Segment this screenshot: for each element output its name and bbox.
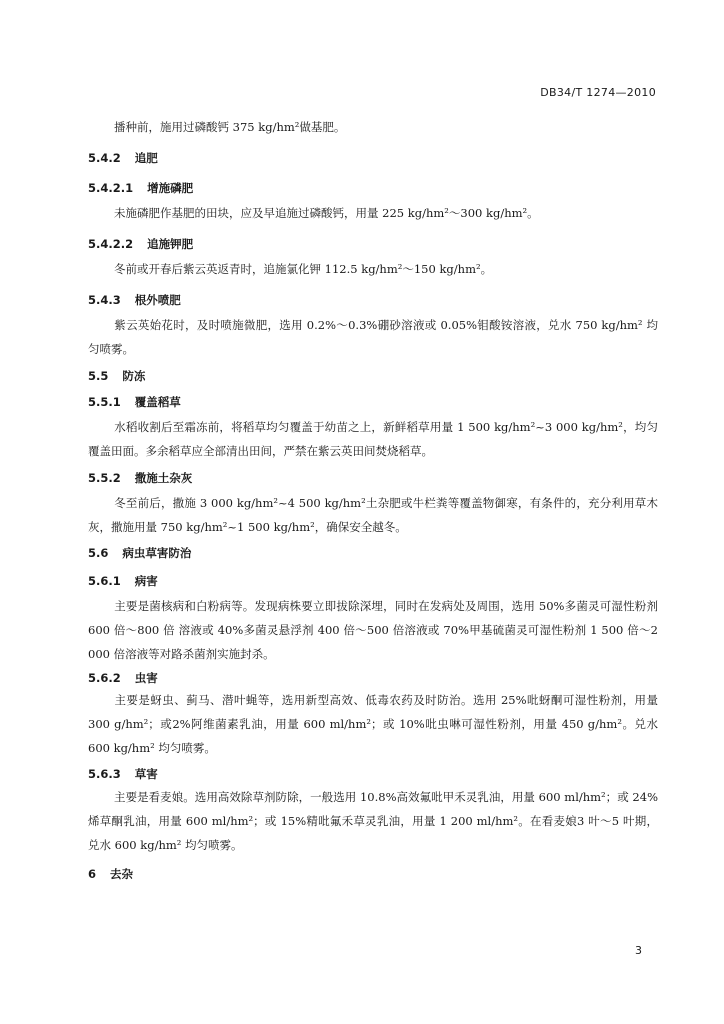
page-number: 3 (635, 944, 642, 957)
paragraph-disease: 主要是菌核病和白粉病等。发现病株要立即拔除深埋，同时在发病处及周围，选用 50%多菌灵可湿性粉剂 600 倍～800 倍 溶液或 40%多菌灵悬浮剂 400 倍～500 倍溶液或 70%甲基硫菌灵可湿性粉剂 1 500 倍～2 000 倍溶液等对路杀菌剂实施封杀。 (88, 599, 658, 661)
heading-5-6-3: 5.6.3 草害 (88, 767, 158, 781)
paragraph-potash: 冬前或开春后紫云英返青时，追施氯化钾 112.5 kg/hm²～150 kg/hm²。 (114, 262, 493, 276)
heading-6: 6 去杂 (88, 867, 134, 881)
paragraph-straw-cover: 水稻收割后至霜冻前，将稻草均匀覆盖于幼苗之上，新鲜稻草用量 1 500 kg/hm²~3 000 kg/hm²，均匀覆盖田面。多余稻草应全部清出田间，严禁在紫云英田间焚烧稻草。 (88, 420, 658, 458)
paragraph-ash: 冬至前后，撒施 3 000 kg/hm²~4 500 kg/hm²土杂肥或牛栏粪等覆盖物御寒，有条件的，充分利用草木灰，撒施用量 750 kg/hm²~1 500 kg/hm²，确保安全越冬。 (88, 496, 658, 534)
heading-5-4-2-1: 5.4.2.1 增施磷肥 (88, 181, 194, 195)
heading-5-6: 5.6 病虫草害防治 (88, 546, 192, 560)
heading-5-4-3: 5.4.3 根外喷肥 (88, 293, 181, 307)
heading-5-5-1: 5.5.1 覆盖稻草 (88, 395, 181, 409)
paragraph-pests: 主要是蚜虫、蓟马、潜叶蝇等，选用新型高效、低毒农药及时防治。选用 25%吡蚜酮可湿性粉剂，用量 300 g/hm²；或2%阿维菌素乳油，用量 600 ml/hm²；或 10%吡虫啉可湿性粉剂，用量 450 g/hm²。兑水 600 kg/hm² 均匀喷雾。 (88, 693, 658, 755)
paragraph-phosphate: 未施磷肥作基肥的田块，应及早追施过磷酸钙，用量 225 kg/hm²～300 kg/hm²。 (114, 206, 539, 220)
paragraph-basal-fertilizer: 播种前，施用过磷酸钙 375 kg/hm²做基肥。 (114, 120, 346, 134)
heading-5-5-2: 5.5.2 撒施土杂灰 (88, 471, 193, 485)
heading-5-6-1: 5.6.1 病害 (88, 574, 158, 588)
paragraph-foliar-spray: 紫云英始花时，及时喷施微肥，选用 0.2%～0.3%硼砂溶液或 0.05%钼酸铵溶液，兑水 750 kg/hm² 均匀喷雾。 (88, 318, 658, 356)
document-code: DB34/T 1274—2010 (540, 86, 656, 99)
heading-5-6-2: 5.6.2 虫害 (88, 671, 158, 685)
heading-5-4-2: 5.4.2 追肥 (88, 151, 158, 165)
paragraph-weeds: 主要是看麦娘。选用高效除草剂防除，一般选用 10.8%高效氟吡甲禾灵乳油，用量 600 ml/hm²；或 24%烯草酮乳油，用量 600 ml/hm²；或 15%精吡氟禾草灵乳油，用量 1 200 ml/hm²。在看麦娘3 叶～5 叶期，兑水 600 kg/hm² 均匀喷雾。 (88, 790, 658, 852)
heading-5-5: 5.5 防冻 (88, 369, 146, 383)
heading-5-4-2-2: 5.4.2.2 追施钾肥 (88, 237, 194, 251)
